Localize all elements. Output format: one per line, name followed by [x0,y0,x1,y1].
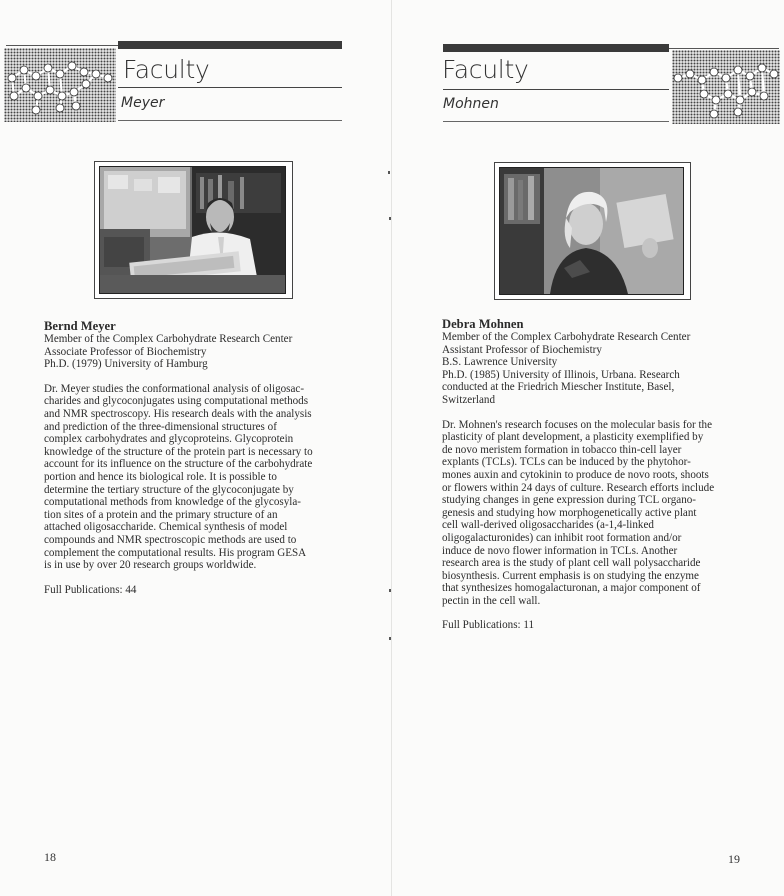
body-line: compounds and NMR spectroscopic methods are used to [44,533,297,546]
body-line: and NMR spectroscopy. His research deals with the analysis [44,407,312,420]
molecule-graphic-icon [4,48,116,122]
faculty-photo [99,166,286,294]
header-thin-rule [6,45,118,46]
body-line: de novo meristem formation in tobacco thin-cell layer [442,443,682,456]
body-line: mones auxin and cytokinin to produce de novo roots, shoots [442,468,709,481]
body-line: complex carbohydrates and glycoproteins. Glycoprotein [44,433,294,446]
faculty-name: Bernd Meyer [44,319,116,333]
heading-rule [443,89,669,90]
subname-rule [443,121,669,122]
body-line: complement the computational results. His program GESA [44,546,307,559]
body-line: determine the tertiary structure of the glycoconjugate by [44,483,294,496]
credential-line: Ph.D. (1985) University of Illinois, Urbana. Research [442,368,680,381]
page-heading: Faculty [123,55,210,84]
body-line: Dr. Mohnen's research focuses on the molecular basis for the [442,418,713,431]
photo-frame [494,162,691,300]
body-line: computational methods from knowledge of the glycosyla- [44,496,301,509]
body-line: genesis and studying how morphogenetically active plant [442,506,697,519]
credential-line: Ph.D. (1979) University of Hamburg [44,358,208,371]
credential-line: Assistant Professor of Biochemistry [442,343,602,356]
credential-line: Member of the Complex Carbohydrate Research Center [44,333,293,345]
heading-rule [118,87,342,88]
body-line: portion and hence its biological role. It is possible to [44,470,277,483]
subname-rule [118,120,342,121]
molecule-graphic-icon [672,50,780,124]
faculty-surname: Mohnen [443,96,499,112]
photo-frame [94,161,293,299]
body-line: plasticity of plant development, a plasticity exemplified by [442,431,704,444]
credential-line: conducted at the Friedrich Miescher Institute, Basel, [442,381,675,394]
faculty-photo [499,167,684,295]
body-line: studying changes in gene expression during TCL organo- [442,494,696,507]
credential-line: Member of the Complex Carbohydrate Research Center [442,331,691,343]
faculty-name: Debra Mohnen [442,317,524,331]
page-number: 19 [728,852,740,866]
publications-count: Full Publications: 11 [442,619,535,632]
body-line: research area is the study of plant cell wall polysaccharide [442,557,701,570]
body-line: cell wall-derived oligosaccharides (a-1,4-linked [442,519,654,532]
publications-count: Full Publications: 44 [44,583,137,596]
body-line: tion sites of a protein and the primary structure of an [44,508,278,521]
body-line: oligogalacturonides) can inhibit root formation and/or [442,531,682,544]
header-bar [443,44,669,52]
body-line: or flowers within 24 days of culture. Research efforts include [442,481,715,494]
page-heading: Faculty [442,55,529,84]
header-thin-rule [669,48,779,49]
body-line: account for its influence on the structure of the carbohydrate [44,458,313,471]
body-line: charides and glycoconjugates using computational methods [44,395,309,408]
body-line: pectin in the cell wall. [442,594,541,607]
bio-text [442,317,774,632]
credential-line: B.S. Lawrence University [442,356,558,369]
body-line: biosynthesis. Current emphasis is on studying the enzyme [442,569,699,582]
body-line: and prediction of the three-dimensional structures of [44,420,277,433]
body-line: Dr. Meyer studies the conformational analysis of oligosac- [44,382,305,395]
bio-text [44,319,344,596]
body-line: that synthesizes homogalacturonan, a major component of [442,582,701,595]
body-line: knowledge of the structure of the protein part is necessary to [44,445,313,458]
body-line: is in use by over 20 research groups worldwide. [44,559,257,572]
body-line: explants (TCLs). TCLs can be induced by the phytohor- [442,456,691,469]
page-right [392,0,784,896]
binding-mark [389,589,391,592]
header-bar [118,41,342,49]
body-line: attached oligosaccharide. Chemical synthesis of model [44,521,288,534]
binding-mark [389,217,391,220]
credential-line: Associate Professor of Biochemistry [44,345,207,358]
faculty-surname: Meyer [121,95,165,111]
binding-mark [388,171,390,174]
credential-line: Switzerland [442,393,495,406]
page-number: 18 [44,850,56,864]
binding-mark [389,637,391,640]
body-line: induce de novo flower information in TCLs. Another [442,544,678,557]
